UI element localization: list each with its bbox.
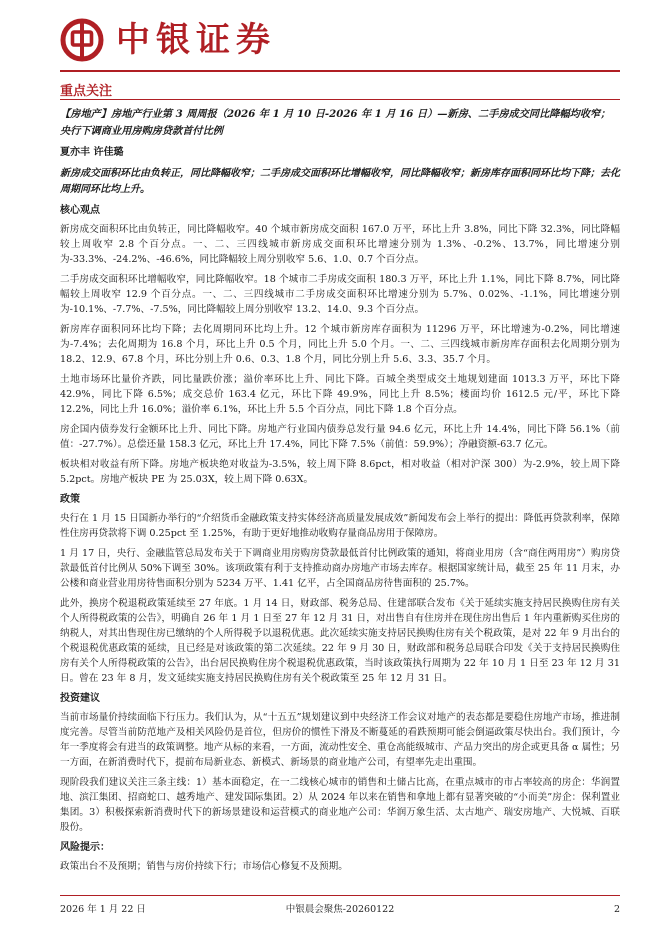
page-number: 2 bbox=[613, 904, 620, 915]
article-summary: 新房成交面积环比由负转正，同比降幅收窄；二手房成交面积环比增幅收窄，同比降幅收窄；新房库存面积同环比均下降；去化周期同环比均上升。 bbox=[60, 168, 620, 195]
footer-divider bbox=[60, 895, 620, 896]
paragraph: 房企国内债券发行金额环比上升、同比下降。房地产行业国内债券总发行量 94.6 亿元，环比上升 14.4%，同比下降 56.1%（前值：-27.7%）。总偿还量 158.3 亿元，环比上升 17.4%，同比下降 7.5%（前值：59.9%）；净融资额-63.7 亿元。 bbox=[60, 424, 620, 450]
header-divider bbox=[60, 70, 620, 72]
paragraph: 二手房成交面积环比增幅收窄，同比降幅收窄。18 个城市二手房成交面积 180.3 万平，环比上升 1.1%，同比下降 8.7%，同比降幅较上周收窄 12.9 个百分点。一、二、三四线城市二手房成交面积环比增速分别为 5.7%、0.02%、-1.1%，同比增速分别为-10.1%、-7.7%、-7.5%，同比降幅较上周分别收窄 13.2、14.0、9.3 个百分点。 bbox=[60, 274, 620, 315]
section-label: 重点关注 bbox=[60, 84, 113, 99]
article-body bbox=[60, 106, 620, 879]
paragraph: 现阶段我们建议关注三条主线：1）基本面稳定，在一二线核心城市的销售和土储占比高，在重点城市的市占率较高的房企：华润置地、滨江集团、招商蛇口、越秀地产、建发国际集团。2）从 2024 年以来在销售和拿地上都有显著突破的“小而美”房企：保利置业集团。3）积极探索新消费时代下的新场景建设和运营模式的商业地产公司：华润万象生活、太古地产、瑞安房地产、大悦城、百联股份。 bbox=[60, 777, 620, 833]
paragraph: 1 月 17 日，央行、金融监管总局发布关于下调商业用房购房贷款最低首付比例政策的通知，将商业用房（含“商住两用房”）购房贷款最低首付比例从 50%下调至 30%。该项政策有利于支持推动商办房地产市场去库存。根据国家统计局，截至 25 年 11 月末，办公楼和商业营业用房待售面积分别为 5234 万平、1.41 亿平，占全国商品房待售面积的 25.7%。 bbox=[60, 548, 620, 589]
bank-of-china-logo-icon bbox=[60, 18, 104, 62]
paragraph: 此外，换房个税退税政策延续至 27 年底。1 月 14 日，财政部、税务总局、住建部联合发布《关于延续实施支持居民换购住房有关个人所得税政策的公告》，明确自 26 年 1 月 1 日至 27 年 12 月 31 日，对出售自有住房并在现住房出售后 1 年内重新购买住房的纳税人，对其出售现住房已缴纳的个人所得税予以退税优惠。此次延续实施支持居民换购住房有关个税政策，是对 22 年 9 月出台的个税退税优惠政策的延续，且已经是对该政策的第二次延续。22 年 9 月 30 日，财政部和税务总局联合印发《关于支持居民换购住房有关个人所得税政策的公告》，出台居民换购住房个税退税优惠政策，当时该政策执行周期为 22 年 10 月 1 日至 23 年 12 月 31 日。曾在 23 年 8 月，发文延续实施支持居民换购住房有关个税政策至 25 年 12 月 31 日。 bbox=[60, 598, 620, 684]
section-heading-core-views: 核心观点 bbox=[60, 205, 100, 216]
paragraph: 板块相对收益有所下降。房地产板块绝对收益为-3.5%，较上周下降 8.6pct，相对收益（相对沪深 300）为-2.9%，较上周下降 5.2pct。房地产板块 PE 为 25.03X，较上周下降 0.63X。 bbox=[60, 459, 620, 485]
article-title: 【房地产】房地产行业第 3 周周报（2026 年 1 月 10 日-2026 年 1 月 16 日）—新房、二手房成交同比降幅均收窄；央行下调商业用房购房贷款首付比例 bbox=[60, 108, 611, 137]
paragraph: 当前市场量价持续面临下行压力。我们认为，从“十五五”规划建议到中央经济工作会议对地产的表态都是要稳住房地产市场，推进制度完善。尽管当前防范地产及相关风险仍是首位，但房价的惯性下滑及不断蔓延的看跌预期可能会倒逼政策尽快出台。我们预计，今年一季度将会有进当的政策调整。地产从标的来看，一方面，流动性安全、重仓高能级城市、产品力突出的房企或更具备 α 属性；另一方面，在新消费时代下，提前布局新业态、新模式、新场景的商业地产公司，有望率先走出重围。 bbox=[60, 712, 620, 768]
paragraph: 政策出台不及预期；销售与房价持续下行；市场信心修复不及预期。 bbox=[60, 861, 348, 872]
section-divider bbox=[60, 99, 620, 100]
paragraph: 央行在 1 月 15 日国新办举行的“介绍货币金融政策支持实体经济高质量发展成效”新闻发布会上举行的提出：降低再贷款利率，保障性住房再贷款将下调 0.25pct 至 1.25%，有助于更好地推动收购存量商品房用于保障房。 bbox=[60, 513, 620, 539]
article-authors: 夏亦丰 许佳璐 bbox=[60, 147, 124, 158]
footer-date: 2026 年 1 月 22 日 bbox=[60, 904, 146, 915]
footer-publication: 中银晨会聚焦-20260122 bbox=[285, 904, 395, 915]
section-heading-risk: 风险提示： bbox=[60, 842, 110, 853]
paragraph: 新房库存面积同环比均下降；去化周期同环比均上升。12 个城市新房库存面积为 11296 万平，环比增速为-0.2%，同比增速为-7.4%；去化周期为 16.8 个月，环比上升 0.5 个月，同比上升 5.0 个月。一、二、三四线城市新房库存面积去化周期分别为 18.2、12.9、67.8 个月，环比分别上升 0.6、0.3、1.8 个月，同比分别上升 5.6、3.3、35.7 个月。 bbox=[60, 324, 620, 365]
paragraph: 新房成交面积环比由负转正，同比降幅收窄。40 个城市新房成交面积 167.0 万平，环比上升 3.8%，同比下降 32.3%，同比降幅较上周收窄 2.8 个百分点。一、二、三四线城市新房成交面积环比增速分别为 1.3%、-0.2%、13.7%，同比增速分别为-33.3%、-24.2%、-46.6%，同比降幅较上周分别收窄 5.6、1.0、0.7 个百分点。 bbox=[60, 224, 620, 265]
section-heading-investment-advice: 投资建议 bbox=[60, 693, 100, 704]
paragraph: 土地市场环比量价齐跌，同比量跌价涨；溢价率环比上升、同比下降。百城全类型成交土地规划建面 1013.3 万平，环比下降 42.9%，同比下降 6.5%；成交总价 163.4 亿元，环比下降 49.9%，同比上升 8.5%；楼面均价 1612.5 元/平，环比下降 12.2%，同比上升 16.0%；溢价率 6.1%，环比上升 5.5 个百分点，同比下降 1.8 个百分点。 bbox=[60, 374, 620, 415]
section-heading-policy: 政策 bbox=[60, 494, 80, 505]
brand-name: 中银证券 bbox=[116, 20, 276, 60]
page-footer bbox=[60, 902, 620, 918]
